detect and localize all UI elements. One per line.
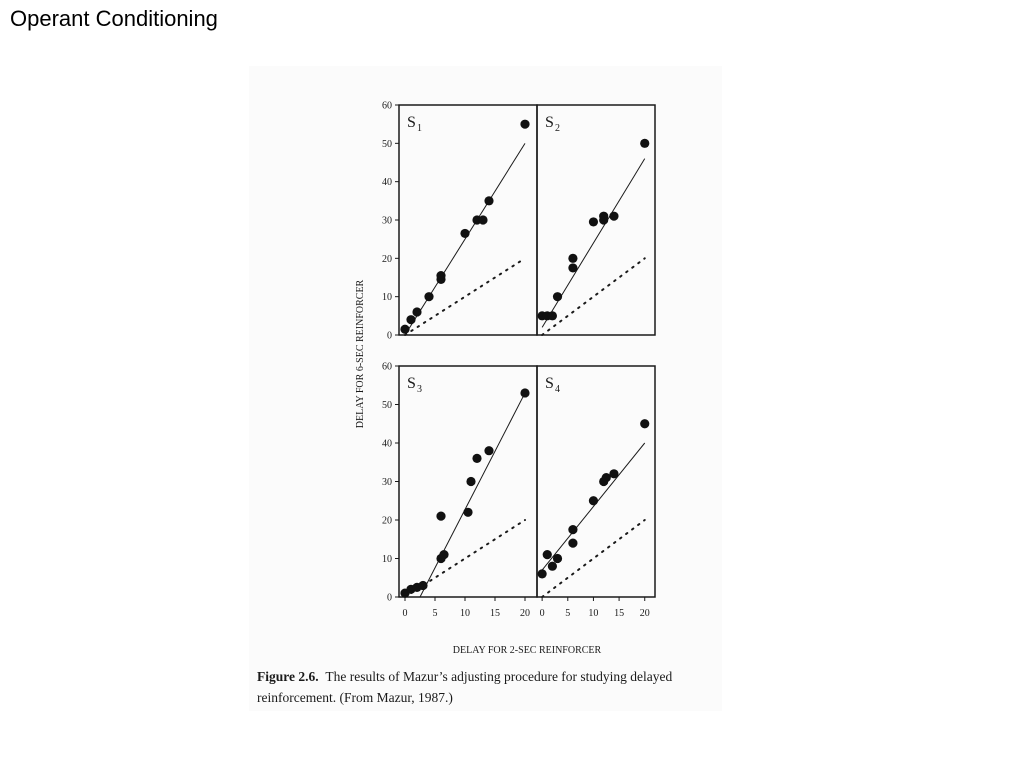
panel-1-label: S [407,114,416,131]
panel-3-ytick-label-0: 0 [387,592,392,604]
panel-3-point-12 [520,388,529,397]
panel-1-indifference-line [405,258,525,335]
caption-text: The results of Mazur’s adjusting procedure for studying delayed reinforcement. (From Mazur, 1987.) [257,669,673,705]
panel-4-point-2 [543,550,552,559]
panel-1-point-10 [484,196,493,205]
panel-3-ytick-label-10: 10 [382,554,392,565]
panel-3-point-6 [439,550,448,559]
panel-3-ytick-label-60: 60 [382,361,392,373]
caption-label: Figure 2.6. [257,669,319,684]
panel-1-point-7 [460,229,469,238]
panel-4-point-4 [553,554,562,563]
panel-4-point-3 [548,562,557,571]
panel-3-xtick-label-5: 5 [432,608,438,619]
panel-1-ytick-label-50: 50 [382,138,392,150]
panel-3-xtick-label-15: 15 [490,608,500,619]
panel-2-point-9 [599,212,608,221]
panel-4-point-5 [568,539,577,548]
panel-2-point-7 [589,217,598,226]
panel-1-frame [399,105,537,335]
panel-2-label-subscript: 2 [555,123,560,134]
panel-3-ytick-label-50: 50 [382,400,392,411]
panel-3-ytick-label-20: 20 [382,515,392,527]
panel-1-ytick-label-0: 0 [387,330,392,342]
panel-4-point-7 [589,496,598,505]
chart-figure [249,66,722,666]
panel-2-point-11 [640,139,649,148]
panel-4-point-10 [609,469,618,478]
panel-4-xtick-label-0: 0 [539,608,545,619]
panel-3-label-subscript: 3 [417,384,422,395]
panel-3-xtick-label-10: 10 [460,608,470,619]
panel-1-ytick-label-40: 40 [382,177,392,189]
panel-4-xtick-label-10: 10 [588,608,599,619]
panel-3-point-7 [436,512,445,521]
panel-3-fit-line [420,393,525,597]
panel-1-ytick-label-30: 30 [382,215,392,227]
panel-3-point-11 [484,446,493,455]
panel-3-xtick-label-20: 20 [520,608,530,619]
panel-4-label: S [545,375,554,392]
panel-3-ytick-label-40: 40 [382,438,392,450]
figure-scan [249,66,722,711]
x-axis-label: DELAY FOR 2-SEC REINFORCER [452,645,602,656]
panel-1-ytick-label-60: 60 [382,100,392,112]
panel-3-xtick-label-0: 0 [402,608,408,619]
panel-1-point-9 [478,215,487,224]
panel-3-point-8 [463,508,472,517]
panel-1-point-4 [424,292,433,301]
panel-4-point-1 [538,569,547,578]
panel-4-label-subscript: 4 [555,384,560,395]
panel-2-fit-line [542,159,645,328]
panel-2-label: S [545,114,554,131]
panel-1-point-6 [436,271,445,280]
panel-1-point-3 [412,307,421,316]
panel-4-xtick-label-20: 20 [639,608,650,619]
panel-1-point-2 [406,315,415,324]
panel-1-fit-line [405,143,525,335]
figure-caption [257,666,719,708]
panel-3-ytick-label-30: 30 [382,477,392,488]
panel-4-point-11 [640,419,649,428]
panel-1-ytick-label-20: 20 [382,253,392,265]
panel-4-xtick-label-5: 5 [565,608,571,619]
panel-1-point-11 [520,120,529,129]
slide-title: Operant Conditioning [10,6,218,31]
panel-3-label: S [407,375,416,392]
panel-2-point-10 [609,212,618,221]
panel-1-label-subscript: 1 [417,123,422,134]
panel-2-point-4 [553,292,562,301]
panel-2-point-3 [548,311,557,320]
panel-2-point-6 [568,254,577,263]
panel-3-point-10 [472,454,481,463]
panel-4-point-6 [568,525,577,534]
panel-2-point-5 [568,263,577,272]
y-axis-label: DELAY FOR 6-SEC REINFORCER [355,279,366,429]
panel-1-point-1 [400,325,409,334]
panel-4-fit-line [542,443,645,570]
panel-3-point-4 [418,581,427,590]
panel-3-point-9 [466,477,475,486]
panel-1-ytick-label-10: 10 [382,292,392,304]
panel-4-xtick-label-15: 15 [614,608,625,619]
